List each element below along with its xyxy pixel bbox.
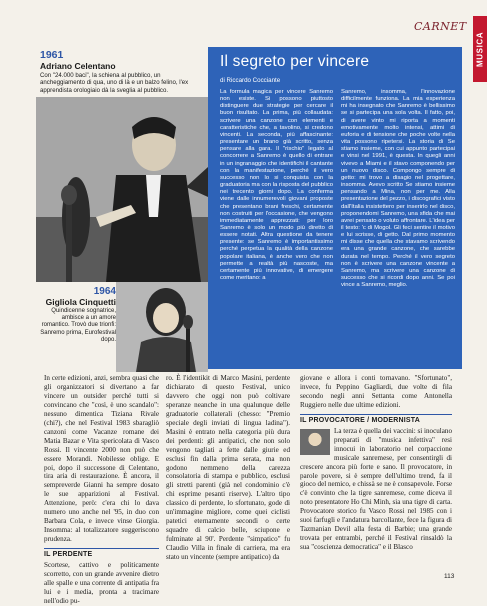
caption-1964 (40, 286, 116, 344)
page-number: 113 (444, 573, 455, 580)
caption-text: Quindicenne sognatrice, ambisce a un amore romantico. Trovò due trionfi: Sanremo prima, Eurofestival dopo. (40, 308, 116, 343)
box-column-left: La formula magica per vincere Sanremo non esiste. Si possono piuttosto distinguere due strategie per cercare il buon risultato. La prima, più collaudata: scrivere una canzone con elementi e caratteristiche che, a tavolino, si credono vincenti. La seconda, più affascinante: presentare un brano già scritto, senza pensare alla gara. Il "rischio" legato al concorrere a Sanremo è quello di entrare in un ingranaggio che identifichi il cantante con la manifestazione, perché il vero successo non lo si conquista con la graduatoria ma con la risposta del pubblico nei trecento giorni dopo. La conferma viene dalle innumerevoli giovani proposte che presentano brani freschi, certamente non costruiti per l'occasione, che vengono immediatamente apprezzati: per loro Sanremo è solo un modo più diretto di essere notati. Altra questione da tenere presente: se Sanremo è importantissimo perché perpetua la qualità della canzone popolare italiana, è anche vero che non permette a realtà più nascoste, ma certamente più innovative, di emergere come meritano: a (220, 89, 333, 282)
photo-cinquetti (116, 282, 208, 372)
article-paragraph-text: La terza è quella dei vaccini: si inoculano preparati di "musica infettiva" resi innocui in laboratorio nel corpaccione musicale sanremese, per consentirgli di crescere ancora più forte e sano. Il provocatore, in parole povere, si è sempre dell'ultimo trend, fa il gioco del nemico, e chissà se ne è consapevole. Forse c'è convinto che la tigre sanremese, come diceva il noto presentatore Ho Chi Minh, sia una tigre di carta. Provocatore storico fu Vasco Rossi nel 1985 con i suoi farfugli e l'andatura barcollante, fece la figura di Tazmanian Devil alla festa di Barbie; una grande trovata per entrambi, perché il Festival rinsaldò la sua "coscienza democratica" e il Blasco (300, 426, 452, 552)
caption-year: 1964 (93, 286, 116, 297)
caption-1961 (40, 50, 205, 94)
photo-illustration (116, 282, 208, 372)
photo-celentano (36, 97, 208, 282)
article-paragraph: Scortese, cattivo e politicamente scorretto, con un grande avvenire dietro alle spalle e una corrente di antipatia fra lui e i media, pronta a tracimare nell'odio pu- (44, 561, 159, 605)
caption-name: Gigliola Cinquetti (45, 297, 116, 307)
section-tab: MUSICA (473, 16, 487, 82)
box-byline: di Riccardo Cocciante (220, 77, 281, 84)
article-column-2 (166, 374, 290, 562)
article-column-1 (44, 374, 159, 606)
article-paragraph (300, 427, 452, 552)
box-column-right: Sanremo, insomma, l'innovazione difficilmente funziona. La mia esperienza mi ha insegnato che Sanremo è bellissimo se si partecipa una sola volta. Il fatto, poi, di avere vinto mi riporta a momenti emotivamente molto intensi, attimi di euforia e di tensione che poche volte nella vita possono ripetersi. La storia di Se stiamo insieme, con cui appunto partecipai e vinsi nel 1991, è questa. In quegli anni vivevo a Miami e il stavo componendo per un nuovo disco. Compongo sempre di getto: mi trovo a disagio nel progettare, insomma. Avevo scritto Se stiamo insieme pensando a Mina, non per me. Alla presentazione del pezzo, i discografici visto dall'Italia insistettero per inserirlo nel disco, proponendomi Sanremo, una sfida che mai avrei pensato o voluto affrontare. L'idea per il testo: 'c di Mogol. Gli feci sentire il motivo e lui scrisse, di getto. Dal primo momento mi disse che quella che stavamo scrivendo era una grande canzone, che sarebbe durata nel tempo. Perché il vero segreto non è scrivere una canzone vincente a Sanremo, ma scrivere una canzone di successo che si ricordi dopo anni. Se poi vince a Sanremo, meglio. (341, 89, 455, 289)
caption-text: Con "24.000 baci", la schiena al pubblico, un ancheggiamento di qua, uno di là e un balzo felino, l'ex apprendista orologiaio dà la sveglia al pubblico. (40, 72, 189, 94)
magazine-logo: CARNET (414, 20, 467, 33)
caption-year: 1961 (40, 49, 64, 61)
section-heading: IL PERDENTE (44, 548, 159, 560)
article-paragraph: ro. È l'identikit di Marco Masini, perdente dichiarato di questo Festival, unico davvero che oggi non può coltivare speranze neanche in una qualunque delle graduatorie collaterali (chesso: "Premio speciale degli inviati di lingua ladina"). Masini è entrato nella categoria più dura dei perdenti: gli antipatici, che non solo vengono tagliati a fette dalle giurie ed esclusi fin dalla prima serata, ma non godono nemmeno della carezza consolatoria di stampa e pubblico, esclusi gli stretti parenti (già nel condominio c'è chi esprime pesanti riserve). L'altro tipo classico di perdente, lo sfortunato, gode di un'immagine migliore, come quei ciclisti patetici eternamente secondi o certe squadre di calcio belle, sciupone e fulminate al 90'. Perdente "simpatico" fu Claudio Villa in finale di carriera, ma era stato un vincente (sempre antipatico) da (166, 374, 290, 562)
section-heading: IL PROVOCATORE / MODERNISTA (300, 414, 452, 426)
box-title: Il segreto per vincere (220, 53, 370, 70)
article-paragraph: In certe edizioni, anzi, sembra quasi che gli organizzatori si divertano a far vincere un outsider perché tutti si convincano che "così, è uno scandalo": nessuno dimentica Tiziana Rivale (chi?), che nel Festival 1983 sbaragliò canzoni come Vacanze romane dei Matia Bazar e Vita spericolata di Vasco Rossi. Il vincente 2000 non può che essere Morandi. Nobilesse oblige. E poi, dopo il successone di Celentano, tira aria di restaurazione. È ancora, il sempreverde Gianni ha sempre dosato le sue apparizioni al Festival. Attenzione, però: c'era chi lo dava numero uno anche nel '95, in duo con Barbara Cola, e invece vinse Giorgia. Insomma: al totalizzatore suggeriscono prudenza. (44, 374, 159, 544)
article-column-3 (300, 374, 452, 552)
caption-name: Adriano Celentano (40, 61, 116, 71)
photo-illustration (36, 97, 208, 282)
article-paragraph: giovane e allora i conti tornavano. "Sfortunato", invece, fu Peppino Gagliardi, due volte di fila secondo negli anni Settanta come Antonella Ruggiero nelle due ultime edizioni. (300, 374, 452, 409)
portrait-thumbnail (300, 429, 330, 455)
sidebar-box (208, 47, 462, 369)
